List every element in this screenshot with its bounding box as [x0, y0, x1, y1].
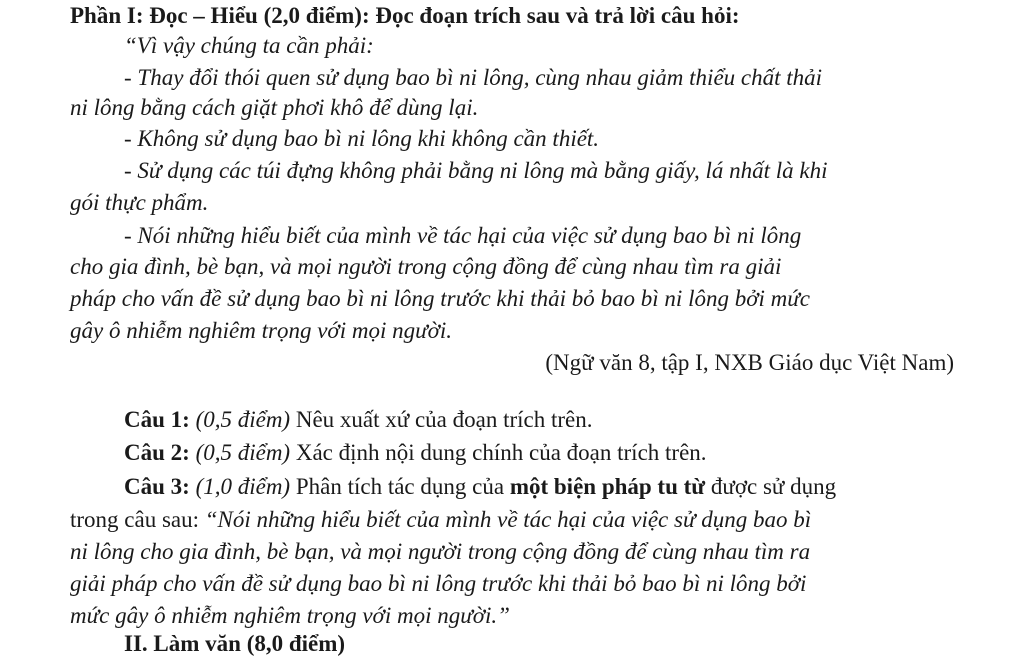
question-text: Xác định nội dung chính của đoạn trích trên.	[290, 440, 707, 465]
question-label: Câu 1:	[124, 407, 190, 432]
question-text: được sử dụng	[705, 474, 837, 499]
passage-line: - Không sử dụng bao bì ni lông khi không cần thiết.	[124, 126, 600, 151]
question-3-quote-line: mức gây ô nhiễm nghiêm trọng với mọi người.”	[70, 603, 510, 628]
question-3-quote-line: ni lông cho gia đình, bè bạn, và mọi người trong cộng đồng để cùng nhau tìm ra	[70, 539, 811, 564]
question-points: (1,0 điểm)	[195, 474, 291, 499]
passage-line: gây ô nhiễm nghiêm trọng với mọi người.	[70, 318, 453, 343]
passage-line: - Nói những hiểu biết của mình về tác hại của việc sử dụng bao bì ni lông	[124, 223, 802, 248]
passage-line: - Thay đổi thói quen sử dụng bao bì ni lông, cùng nhau giảm thiểu chất thải	[124, 65, 823, 90]
question-2	[124, 437, 1024, 469]
passage-line: gói thực phẩm.	[70, 190, 209, 215]
passage-source: (Ngữ văn 8, tập I, NXB Giáo dục Việt Nam)	[545, 350, 954, 375]
question-points: (0,5 điểm)	[195, 407, 291, 432]
passage-line: cho gia đình, bè bạn, và mọi người trong cộng đồng để cùng nhau tìm ra giải	[70, 254, 782, 279]
passage-line: ni lông bằng cách giặt phơi khô để dùng lại.	[70, 95, 479, 120]
question-quote: “Nói những hiểu biết của mình về tác hại của việc sử dụng bao bì	[204, 507, 812, 532]
question-text: Phân tích tác dụng của	[290, 474, 510, 499]
question-text: Nêu xuất xứ của đoạn trích trên.	[290, 407, 593, 432]
question-1	[124, 404, 1024, 436]
passage-line: - Sử dụng các túi đựng không phải bằng ni lông mà bằng giấy, lá nhất là khi	[124, 158, 828, 183]
passage-line: pháp cho vấn đề sử dụng bao bì ni lông trước khi thải bỏ bao bì ni lông bởi mức	[70, 286, 810, 311]
section-heading: Phần I: Đọc – Hiểu (2,0 điểm): Đọc đoạn trích sau và trả lời câu hỏi:	[70, 3, 740, 28]
question-3-quote-line: giải pháp cho vấn đề sử dụng bao bì ni lông trước khi thải bỏ bao bì ni lông bởi	[70, 571, 807, 596]
next-section-heading: II. Làm văn (8,0 điểm)	[124, 631, 346, 656]
question-label: Câu 3:	[124, 474, 190, 499]
question-emphasis: một biện pháp tu từ	[509, 474, 706, 499]
question-points: (0,5 điểm)	[195, 440, 291, 465]
question-3-line	[70, 504, 1024, 536]
question-text: trong câu sau:	[70, 507, 205, 532]
question-label: Câu 2:	[124, 440, 190, 465]
question-3	[124, 471, 1024, 503]
passage-intro: “Vì vậy chúng ta cần phải:	[124, 33, 374, 58]
